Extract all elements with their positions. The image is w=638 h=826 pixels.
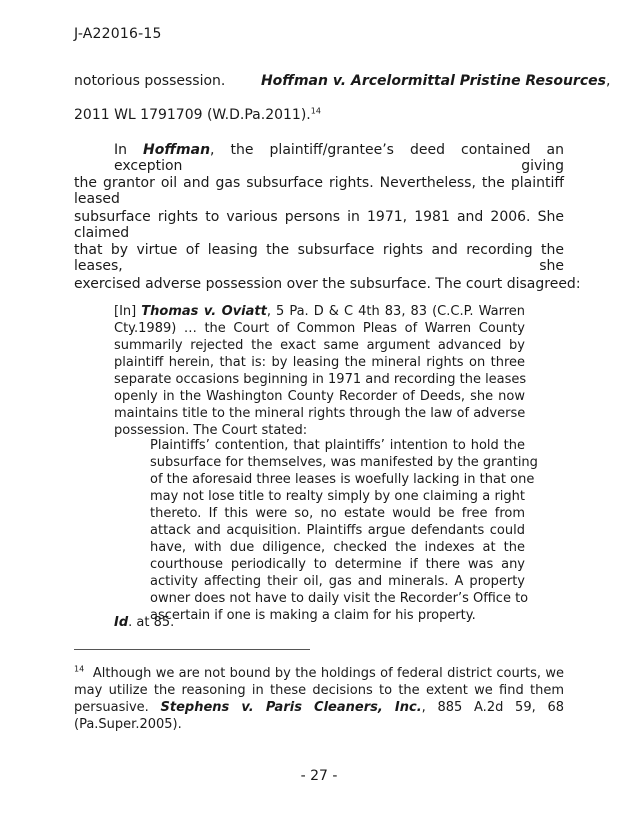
quote1-line: openly in the Washington County Recorder of Deeds, she now <box>114 389 525 404</box>
quote1-line: summarily rejected the exact same argument advanced by <box>114 338 525 353</box>
para1-citation: 2011 WL 1791709 (W.D.Pa.2011). <box>74 107 311 123</box>
quote2-line: thereto. If this were so, no estate would be free from <box>150 506 525 521</box>
footnote-ref[interactable]: 14 <box>310 106 321 116</box>
quote1-text: [In] <box>114 304 142 319</box>
quote1-line: plaintiff herein, that is: by leasing the mineral rights on three <box>114 355 525 370</box>
para2-text: In <box>114 142 144 158</box>
quote2-line: have, with due diligence, checked the indexes at the <box>150 540 525 555</box>
footnote-line <box>74 699 564 716</box>
para1-text: notorious possession. <box>74 73 226 89</box>
quote1-text: , 5 Pa. D & C 4th 83, 83 (C.C.P. Warren <box>266 304 526 319</box>
footnote-divider <box>74 649 310 650</box>
footnote-text: Although we are not bound by the holdings of federal district courts, we <box>92 666 564 681</box>
para2-line3: subsurface rights to various persons in 1971, 1981 and 2006. She claimed <box>74 209 564 241</box>
quote2-line: may not lose title to realty simply by one claiming a right <box>150 489 525 504</box>
id-signal: Id <box>114 615 129 630</box>
quote1-line: separate occasions beginning in 1971 and recording the leases <box>114 372 527 387</box>
case-name-hoffman: Hoffman <box>143 142 211 158</box>
docket-number: J-A22016-15 <box>74 26 162 42</box>
footnote-14 <box>74 665 564 733</box>
quote2-line: subsurface for themselves, was manifested by the granting <box>150 455 538 470</box>
footnote-text: persuasive. <box>74 700 149 715</box>
quote2-line: activity affecting their oil, gas and minerals. A property <box>150 574 525 589</box>
para1-line1 <box>74 73 611 89</box>
quote2-line: ascertain if one is making a claim for his property. <box>150 608 476 623</box>
nested-block-quote <box>150 437 538 624</box>
block-quote <box>114 303 525 439</box>
page-number: - 27 - <box>300 768 338 784</box>
case-citation-hoffman: Hoffman v. Arcelormittal Pristine Resources <box>260 73 606 89</box>
para2-line5: exercised adverse possession over the subsurface. The court disagreed: <box>74 276 581 292</box>
id-pinpoint: . at 85. <box>128 615 175 630</box>
quote2-line: of the aforesaid three leases is woefully lacking in that one <box>150 472 535 487</box>
para2-line1 <box>74 142 564 174</box>
case-name-thomas: Thomas v. Oviatt <box>141 304 267 319</box>
case-citation-stephens: Stephens v. Paris Cleaners, Inc. <box>160 700 422 715</box>
quote2-line: owner does not have to daily visit the Recorder’s Office to <box>150 591 529 606</box>
para1-punct: , <box>605 73 611 89</box>
quote1-line: possession. The Court stated: <box>114 423 308 438</box>
footnote-line: (Pa.Super.2005). <box>74 717 182 732</box>
para2-line4: that by virtue of leasing the subsurface rights and recording the leases, she <box>74 242 564 274</box>
quote2-line: Plaintiffs’ contention, that plaintiffs’ intention to hold the <box>150 438 525 453</box>
id-citation <box>114 615 174 630</box>
quote2-line: courthouse periodically to determine if there was any <box>150 557 525 572</box>
quote1-line: maintains title to the mineral rights through the law of adverse <box>114 406 526 421</box>
footnote-line <box>74 665 564 682</box>
quote1-line: Cty.1989) … the Court of Common Pleas of Warren County <box>114 321 525 336</box>
footnote-text: , 885 A.2d 59, 68 <box>421 700 564 715</box>
para2-text: , the plaintiff/grantee’s deed contained an exception giving <box>114 142 564 174</box>
quote2-line: attack and acquisition. Plaintiffs argue defendants could <box>150 523 525 538</box>
footnote-number: 14 <box>74 664 85 674</box>
footnote-line: may utilize the reasoning in these decisions to the extent we find them <box>74 683 564 698</box>
para1-line2 <box>74 107 564 123</box>
para2-line2: the grantor oil and gas subsurface rights. Nevertheless, the plaintiff leased <box>74 175 564 207</box>
quote1-line <box>114 303 525 320</box>
